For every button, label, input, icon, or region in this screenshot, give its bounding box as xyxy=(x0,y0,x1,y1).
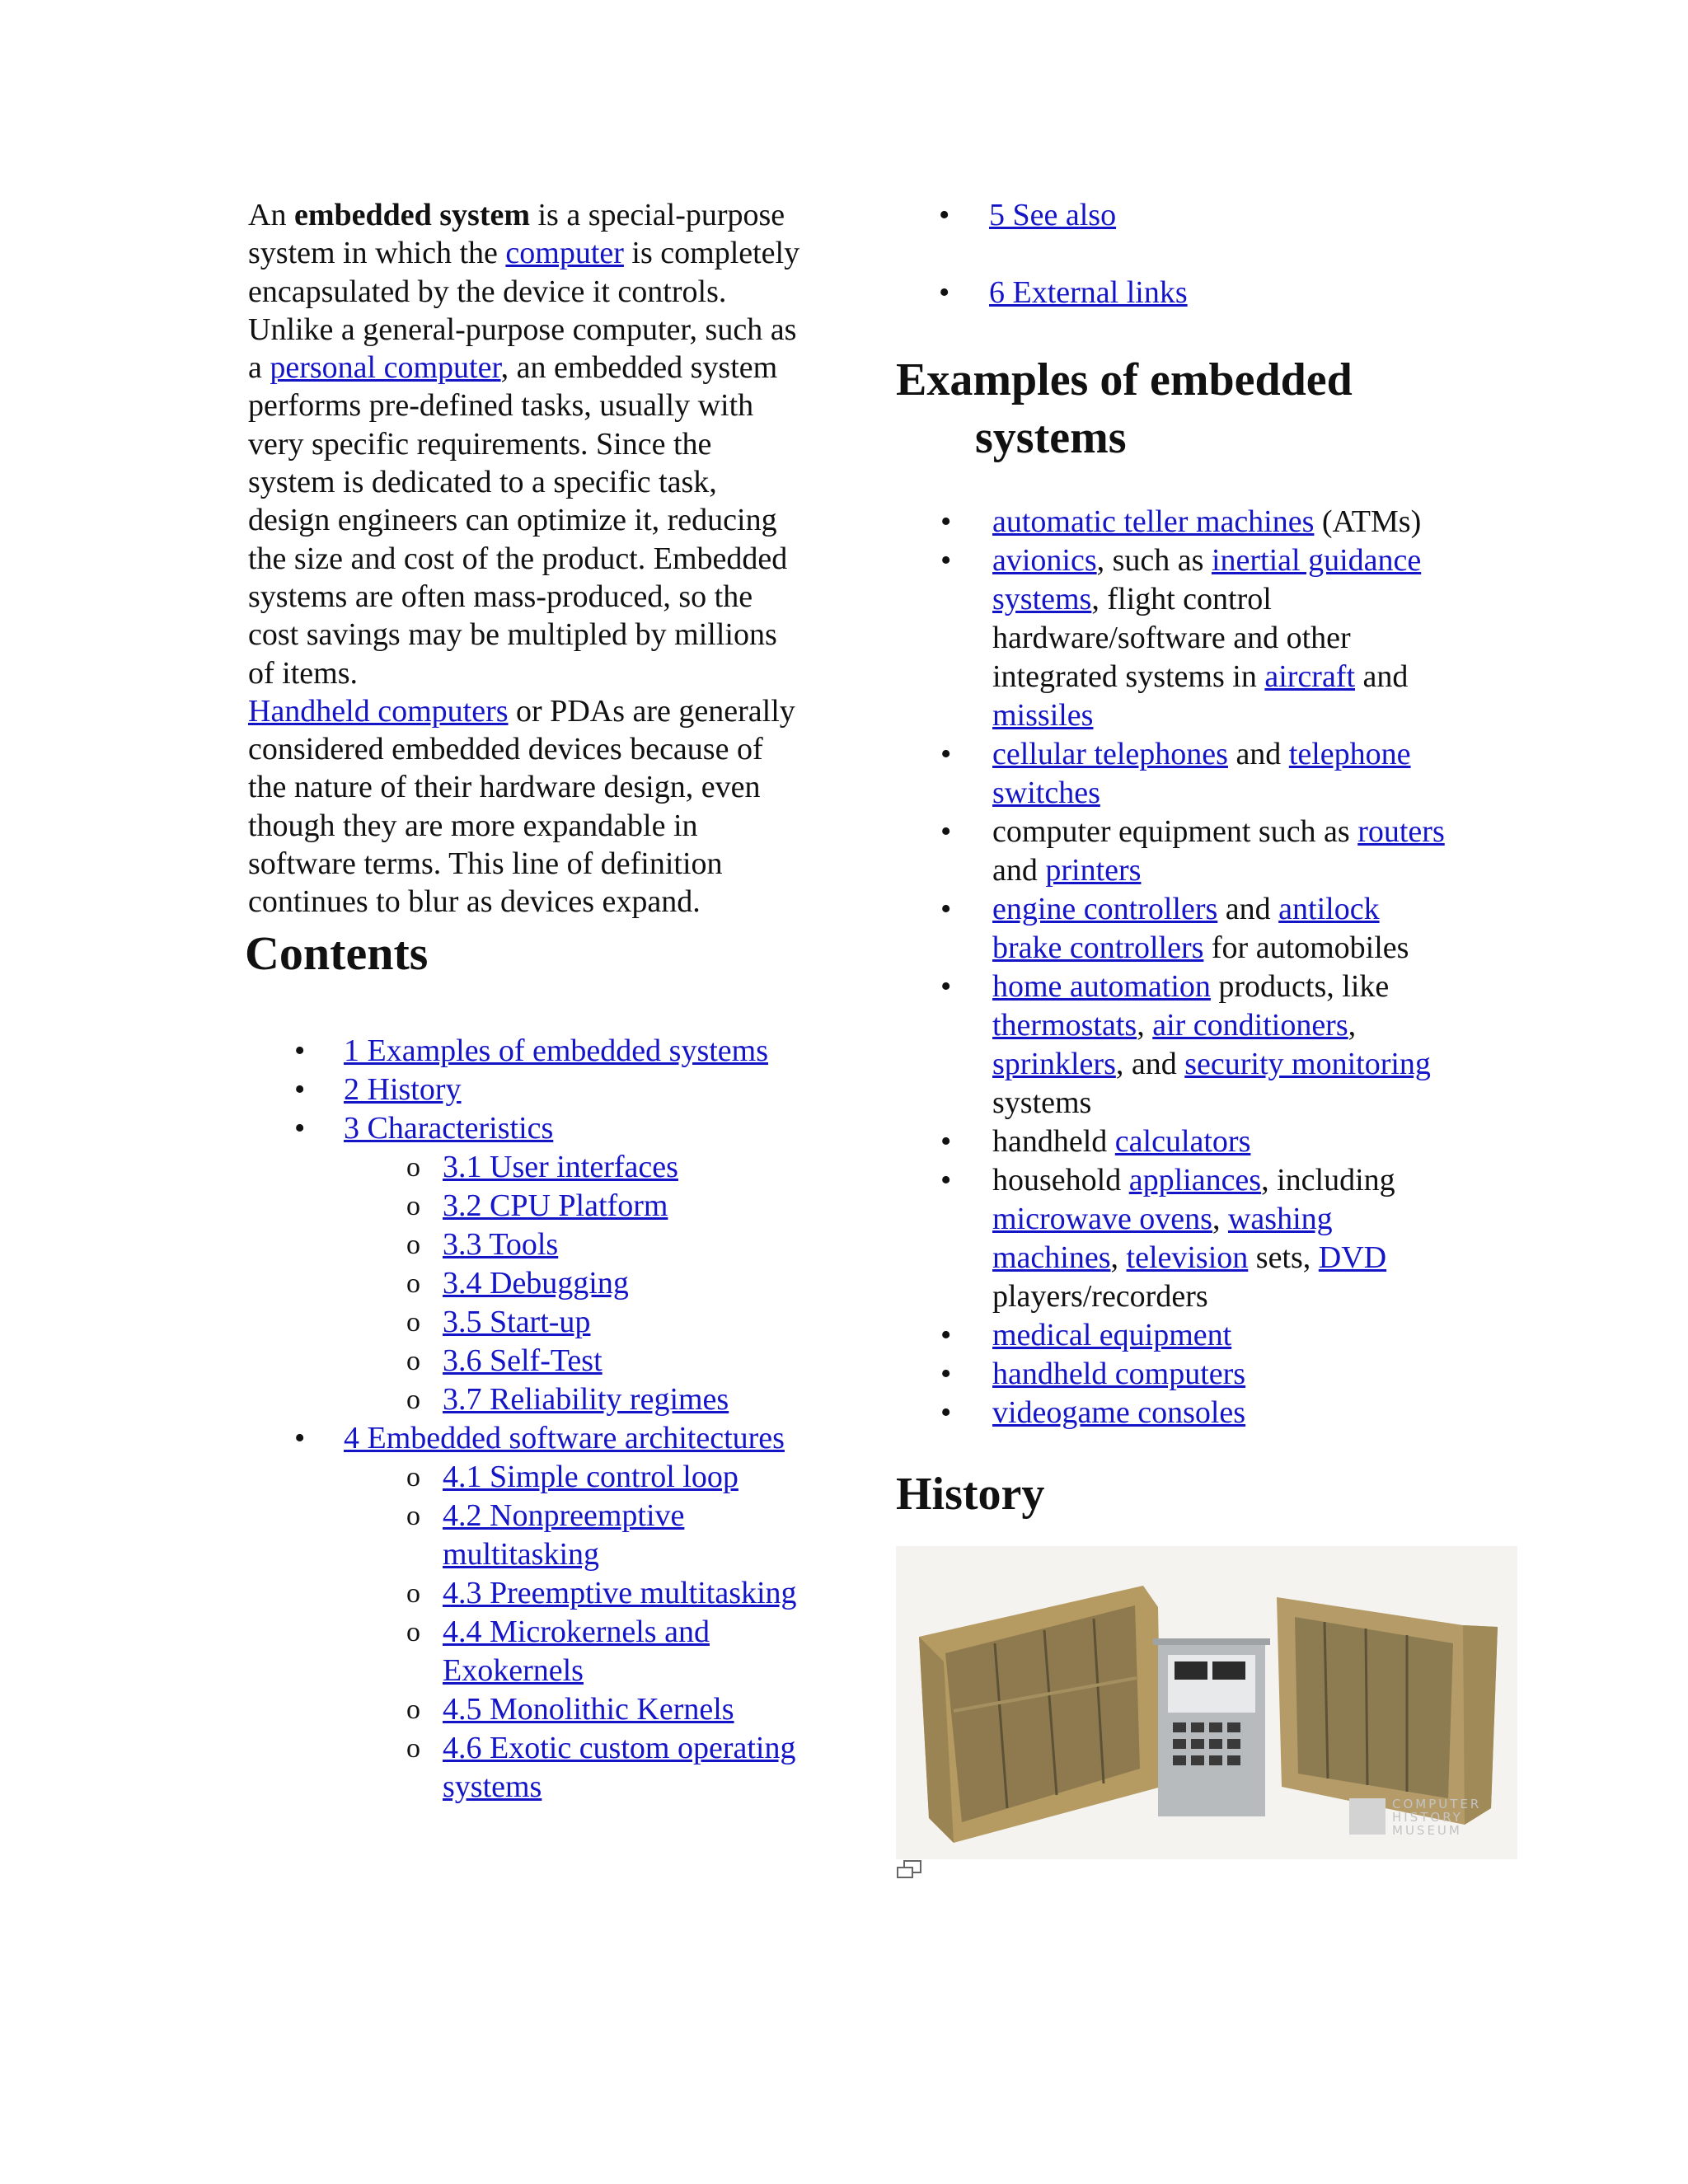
link[interactable]: engine controllers xyxy=(992,892,1218,926)
toc-link[interactable]: 1 Examples of embedded systems xyxy=(344,1033,769,1068)
toc-item xyxy=(248,1109,800,1419)
link[interactable]: antilock brake controllers xyxy=(992,892,1380,965)
link[interactable]: sprinklers xyxy=(992,1047,1116,1081)
toc-item xyxy=(248,1032,800,1071)
link[interactable]: microwave ovens xyxy=(992,1202,1212,1236)
table-of-contents xyxy=(248,1032,800,1807)
toc-subitem xyxy=(344,1458,800,1497)
toc-link[interactable]: 4.3 Preemptive multitasking xyxy=(443,1575,797,1610)
toc-subitem xyxy=(344,1497,800,1574)
toc-link[interactable]: 4 Embedded software architectures xyxy=(344,1420,785,1455)
intro-text: An xyxy=(248,198,294,232)
toc-link[interactable]: 3.7 Reliability regimes xyxy=(443,1381,729,1417)
contents-heading: Contents xyxy=(245,926,429,980)
list-item xyxy=(896,503,1456,541)
link[interactable]: missiles xyxy=(992,698,1094,733)
toc-subitem xyxy=(344,1187,800,1226)
toc-subitem xyxy=(344,1729,800,1807)
right-column xyxy=(896,196,1482,1885)
list-item xyxy=(896,1394,1456,1432)
toc-sublist xyxy=(344,1458,800,1807)
intro-text: or PDAs are generally considered embedded devices because of the nature of their hardware design, even though they are more expandable in software terms. This line of definition continues to blur as devices expand. xyxy=(248,693,795,920)
toc-link-see-also[interactable]: 5 See also xyxy=(989,198,1117,232)
link[interactable]: calculators xyxy=(1114,1124,1251,1159)
list-text: computer equipment such as xyxy=(992,814,1358,849)
toc-link[interactable]: 3.5 Start-up xyxy=(443,1304,591,1339)
examples-list xyxy=(896,503,1456,1432)
link[interactable]: DVD xyxy=(1318,1240,1387,1275)
link-handheld-computers[interactable]: Handheld computers xyxy=(248,693,509,729)
list-text: , and xyxy=(1115,1047,1185,1081)
list-text: systems xyxy=(992,1085,1092,1120)
toc-subitem xyxy=(344,1264,800,1303)
list-text: (ATMs) xyxy=(1314,504,1422,539)
list-text: , xyxy=(1110,1240,1127,1275)
toc-subitem xyxy=(344,1380,800,1419)
toc-link[interactable]: 3 Characteristics xyxy=(344,1110,554,1146)
link[interactable]: avionics xyxy=(992,543,1097,578)
link[interactable]: home automation xyxy=(992,969,1211,1004)
list-text: products, like xyxy=(1210,969,1390,1004)
link[interactable]: routers xyxy=(1357,814,1445,849)
link[interactable]: printers xyxy=(1045,853,1142,888)
examples-heading: Examples of embedded systems xyxy=(896,354,1353,463)
link[interactable]: videogame consoles xyxy=(992,1395,1246,1430)
link[interactable]: appliances xyxy=(1128,1163,1262,1197)
list-item xyxy=(896,968,1456,1122)
list-text: , xyxy=(1348,1008,1357,1043)
toc-link[interactable]: 3.3 Tools xyxy=(443,1226,559,1262)
toc-subitem xyxy=(344,1342,800,1380)
list-text: handheld xyxy=(992,1124,1115,1159)
list-item xyxy=(896,813,1456,890)
link[interactable]: automatic teller machines xyxy=(992,504,1315,539)
toc-link[interactable]: 4.2 Nonpreemptive multitasking xyxy=(443,1497,685,1572)
toc-item xyxy=(896,274,1456,312)
toc-link[interactable]: 4.5 Monolithic Kernels xyxy=(443,1691,734,1727)
link[interactable]: aircraft xyxy=(1264,659,1356,694)
toc-subitem xyxy=(344,1303,800,1342)
list-item xyxy=(896,1122,1456,1161)
list-text: , xyxy=(1212,1202,1228,1236)
toc-subitem xyxy=(344,1574,800,1613)
list-item xyxy=(896,735,1456,813)
museum-watermark xyxy=(1349,1797,1481,1838)
svg-text:MUSEUM: MUSEUM xyxy=(1392,1823,1462,1838)
toc-item xyxy=(896,196,1456,235)
list-text: , flight control hardware/software and other integrated systems in xyxy=(992,582,1351,694)
list-text: , such as xyxy=(1096,543,1212,578)
list-item xyxy=(896,1161,1456,1316)
link[interactable]: medical equipment xyxy=(992,1318,1232,1352)
list-text: for automobiles xyxy=(1203,930,1409,965)
list-text: household xyxy=(992,1163,1129,1197)
toc-subitem xyxy=(344,1613,800,1690)
list-item xyxy=(896,890,1456,968)
list-item xyxy=(896,1316,1456,1355)
intro-text: , an embedded system performs pre-defined tasks, usually with very specific requirements. Since the system is dedicated to a specific task, design engineers can optimize it, reducing the size and cost of the product. Embedded systems are often mass-produced, so the cost savings may be multipled by millions of items. xyxy=(248,350,788,691)
toc-link[interactable]: 4.6 Exotic custom operating systems xyxy=(443,1730,796,1804)
history-photo[interactable] xyxy=(896,1546,1517,1859)
toc-link[interactable]: 3.4 Debugging xyxy=(443,1265,629,1301)
link[interactable]: handheld computers xyxy=(992,1357,1246,1391)
toc-sublist xyxy=(344,1148,800,1419)
list-item xyxy=(896,541,1456,735)
history-heading: History xyxy=(896,1469,1045,1520)
intro-paragraph xyxy=(248,196,800,921)
list-text: sets, xyxy=(1248,1240,1319,1275)
toc-link[interactable]: 3.1 User interfaces xyxy=(443,1149,678,1184)
enlarge-icon[interactable] xyxy=(896,1859,924,1881)
link[interactable]: television xyxy=(1126,1240,1249,1275)
toc-item xyxy=(248,1419,800,1807)
list-text: , xyxy=(1137,1008,1153,1043)
toc-subitem xyxy=(344,1690,800,1729)
toc-subitem xyxy=(344,1148,800,1187)
list-text: and xyxy=(1355,659,1409,694)
left-column xyxy=(245,196,800,1807)
list-text: and xyxy=(1217,892,1279,926)
toc-link[interactable]: 3.2 CPU Platform xyxy=(443,1188,668,1223)
list-item xyxy=(896,1355,1456,1394)
toc-subitem xyxy=(344,1226,800,1264)
link[interactable]: thermostats xyxy=(992,1008,1137,1043)
link[interactable]: cellular telephones xyxy=(992,737,1228,771)
link-personal-computer[interactable]: personal computer xyxy=(270,350,501,386)
link[interactable]: inertial guidance systems xyxy=(992,543,1422,616)
toc-link[interactable]: 4.4 Microkernels and Exokernels xyxy=(443,1614,710,1688)
svg-text:HISTORY: HISTORY xyxy=(1392,1810,1463,1825)
toc-link-external-links[interactable]: 6 External links xyxy=(989,275,1188,310)
toc-link[interactable]: 3.6 Self-Test xyxy=(443,1343,603,1378)
link[interactable]: security monitoring xyxy=(1184,1047,1431,1081)
toc-item xyxy=(248,1071,800,1109)
list-text: and xyxy=(1227,737,1289,771)
list-text: players/recorders xyxy=(992,1279,1208,1314)
link[interactable]: air conditioners xyxy=(1152,1008,1348,1043)
toc-link[interactable]: 4.1 Simple control loop xyxy=(443,1459,738,1494)
list-text: , including xyxy=(1261,1163,1395,1197)
computer-hardware-image xyxy=(896,1546,1517,1859)
link-computer[interactable]: computer xyxy=(505,236,624,271)
list-text: and xyxy=(992,853,1046,888)
intro-text: is completely encapsulated by the device it controls. Unlike a general-purpose computer, such as a xyxy=(248,236,800,386)
toc-link[interactable]: 2 History xyxy=(344,1071,462,1107)
toc-continued xyxy=(896,196,1456,312)
intro-term: embedded system xyxy=(293,198,530,232)
intro-text: is a special-purpose system in which the xyxy=(248,198,785,271)
link[interactable]: telephone switches xyxy=(992,737,1411,810)
svg-text:COMPUTER: COMPUTER xyxy=(1392,1797,1482,1811)
link[interactable]: washing machines xyxy=(992,1202,1333,1275)
